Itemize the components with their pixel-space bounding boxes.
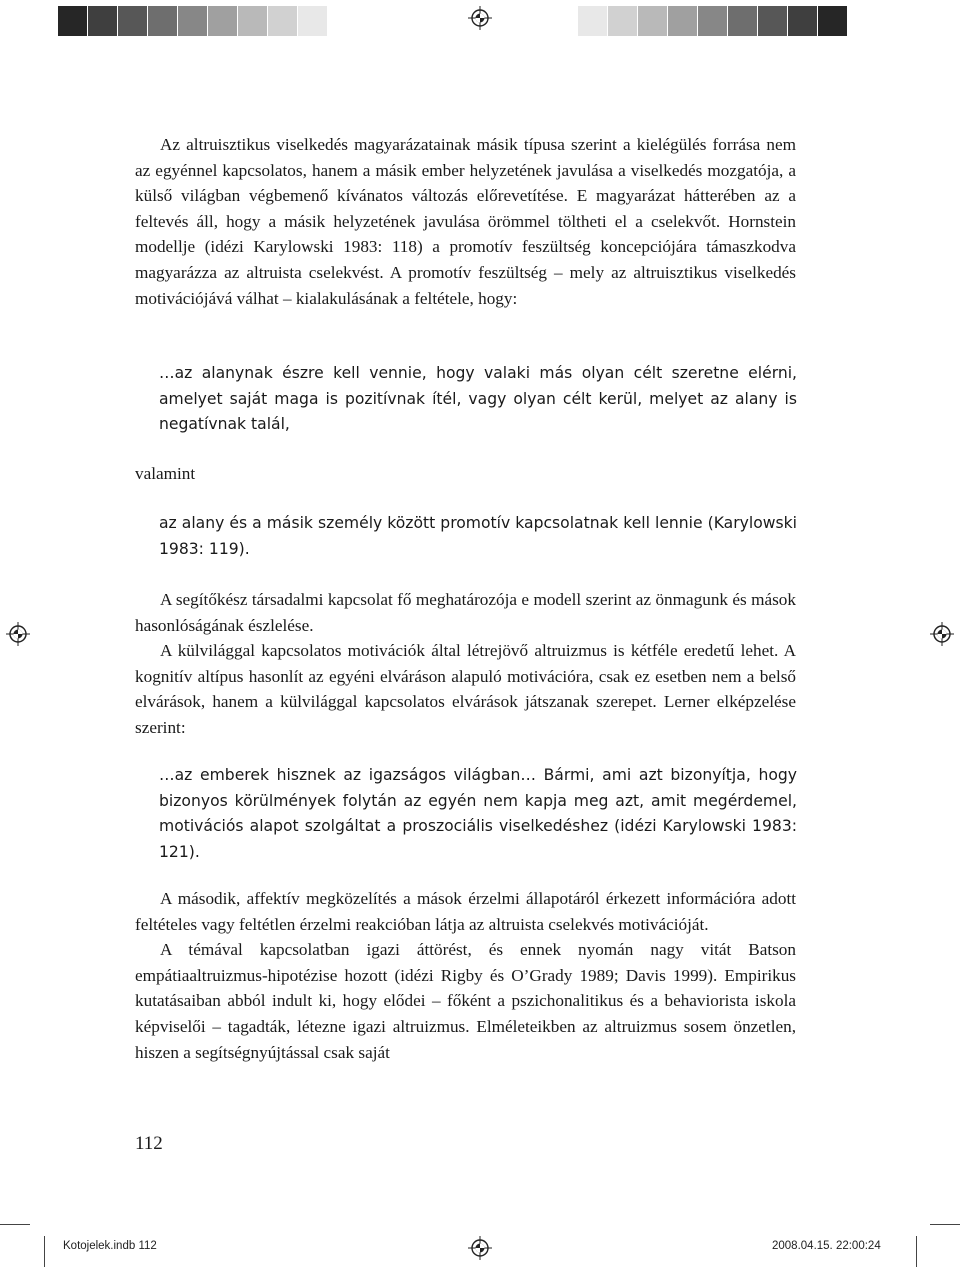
color-swatch <box>698 6 727 36</box>
color-swatch <box>298 6 327 36</box>
crop-mark <box>0 1224 30 1225</box>
quote-1 <box>159 361 797 438</box>
registration-mark-left-icon <box>6 622 30 646</box>
crop-mark <box>930 1224 960 1225</box>
footer-datetime: 2008.04.15. 22:00:24 <box>772 1240 881 1252</box>
registration-mark-top-icon <box>468 6 492 30</box>
color-swatch <box>818 6 847 36</box>
color-swatch <box>578 6 607 36</box>
color-bar-left <box>58 6 328 36</box>
body-text: A segítőkész társadalmi kapcsolat fő meghatározója e modell szerint az önmagunk és mások hasonlóságának észlelése. <box>135 590 796 635</box>
body-text: Az altruisztikus viselkedés magyarázatainak másik típusa szerint a kielégülés forrása nem az egyénnel kapcsolatos, hanem a másik ember helyzetének javulása a viselkedés mozgatója, a külső világban végbemenő kívánatos változás előrevetítése. E magyarázat hátterében az a feltevés áll, hogy a másik helyzetének javulása örömmel töltheti el a cselekvőt. Hornstein modellje (idézi Karylowski 1983: 118) a promotív feszültség koncepciójára támaszkodva magyarázza az altruista cselekvést. A promotív feszültség – mely az altruisztikus viselkedés motivációjává válhat – kialakulásának a feltétele, hogy: <box>135 135 796 308</box>
color-bar-right <box>578 6 848 36</box>
body-text: A második, affektív megközelítés a mások érzelmi állapotáról érkezett információra adott feltételes vagy feltétlen érzelmi reakcióban látja az altruista cselekvés motivációját. <box>135 889 796 934</box>
registration-mark-bottom-icon <box>468 1236 492 1260</box>
paragraph-2 <box>135 587 796 741</box>
paragraph-1 <box>135 132 796 311</box>
color-swatch <box>178 6 207 36</box>
connector-line <box>135 461 796 487</box>
body-text: A témával kapcsolatban igazi áttörést, és ennek nyomán nagy vitát Batson empátiaaltruizmus-hipotézise hozott (idézi Rigby és O’Grady 1989; Davis 1999). Empirikus kutatásaiban abból indult ki, hogy elődei – főként a pszichonalitikus és a behaviorista iskola képviselői – tagadták, létezne igazi altruizmus. Elméleteikben az altruizmus sosem önzetlen, hiszen a segítségnyújtással csak saját <box>135 940 796 1062</box>
color-swatch <box>758 6 787 36</box>
quote-2 <box>159 511 797 562</box>
color-swatch <box>788 6 817 36</box>
quote-text: az alany és a másik személy között promotív kapcsolatnak kell lennie (Karylowski 1983: 119). <box>159 514 797 558</box>
footer-file: Kotojelek.indb 112 <box>63 1240 157 1252</box>
page-number: 112 <box>135 1133 163 1154</box>
color-swatch <box>728 6 757 36</box>
color-swatch <box>118 6 147 36</box>
quote-3 <box>159 763 797 865</box>
connector-text: valamint <box>135 464 196 483</box>
registration-mark-right-icon <box>930 622 954 646</box>
color-swatch <box>238 6 267 36</box>
body-text: A külvilággal kapcsolatos motivációk által létrejövő altruizmus is kétféle eredetű lehet. A kognitív altípus hasonlít az egyéni elváráson alapuló motivációra, csak ez esetben nem a belső elvárások, hanem a külvilággal kapcsolatos elvárások játszanak szerepet. Lerner elképzelése szerint: <box>135 641 796 737</box>
color-swatch <box>148 6 177 36</box>
color-swatch <box>638 6 667 36</box>
quote-text: …az alanynak észre kell vennie, hogy valaki más olyan célt szeretne elérni, amelyet saját maga is pozitívnak ítél, vagy olyan célt kerül, melyet az alany is negatívnak talál, <box>159 364 797 434</box>
color-swatch <box>268 6 297 36</box>
quote-text: …az emberek hisznek az igazságos világban… Bármi, ami azt bizonyítja, hogy bizonyos körülmények folytán az egyén nem kapja meg azt, amit megérdemel, motivációs alapot szolgáltat a proszociális viselkedéshez (idézi Karylowski 1983: 121). <box>159 766 797 861</box>
crop-mark <box>916 1236 917 1267</box>
color-swatch <box>608 6 637 36</box>
color-swatch <box>58 6 87 36</box>
paragraph-4 <box>135 886 796 1065</box>
color-swatch <box>88 6 117 36</box>
crop-mark <box>44 1236 45 1267</box>
color-swatch <box>208 6 237 36</box>
color-swatch <box>668 6 697 36</box>
